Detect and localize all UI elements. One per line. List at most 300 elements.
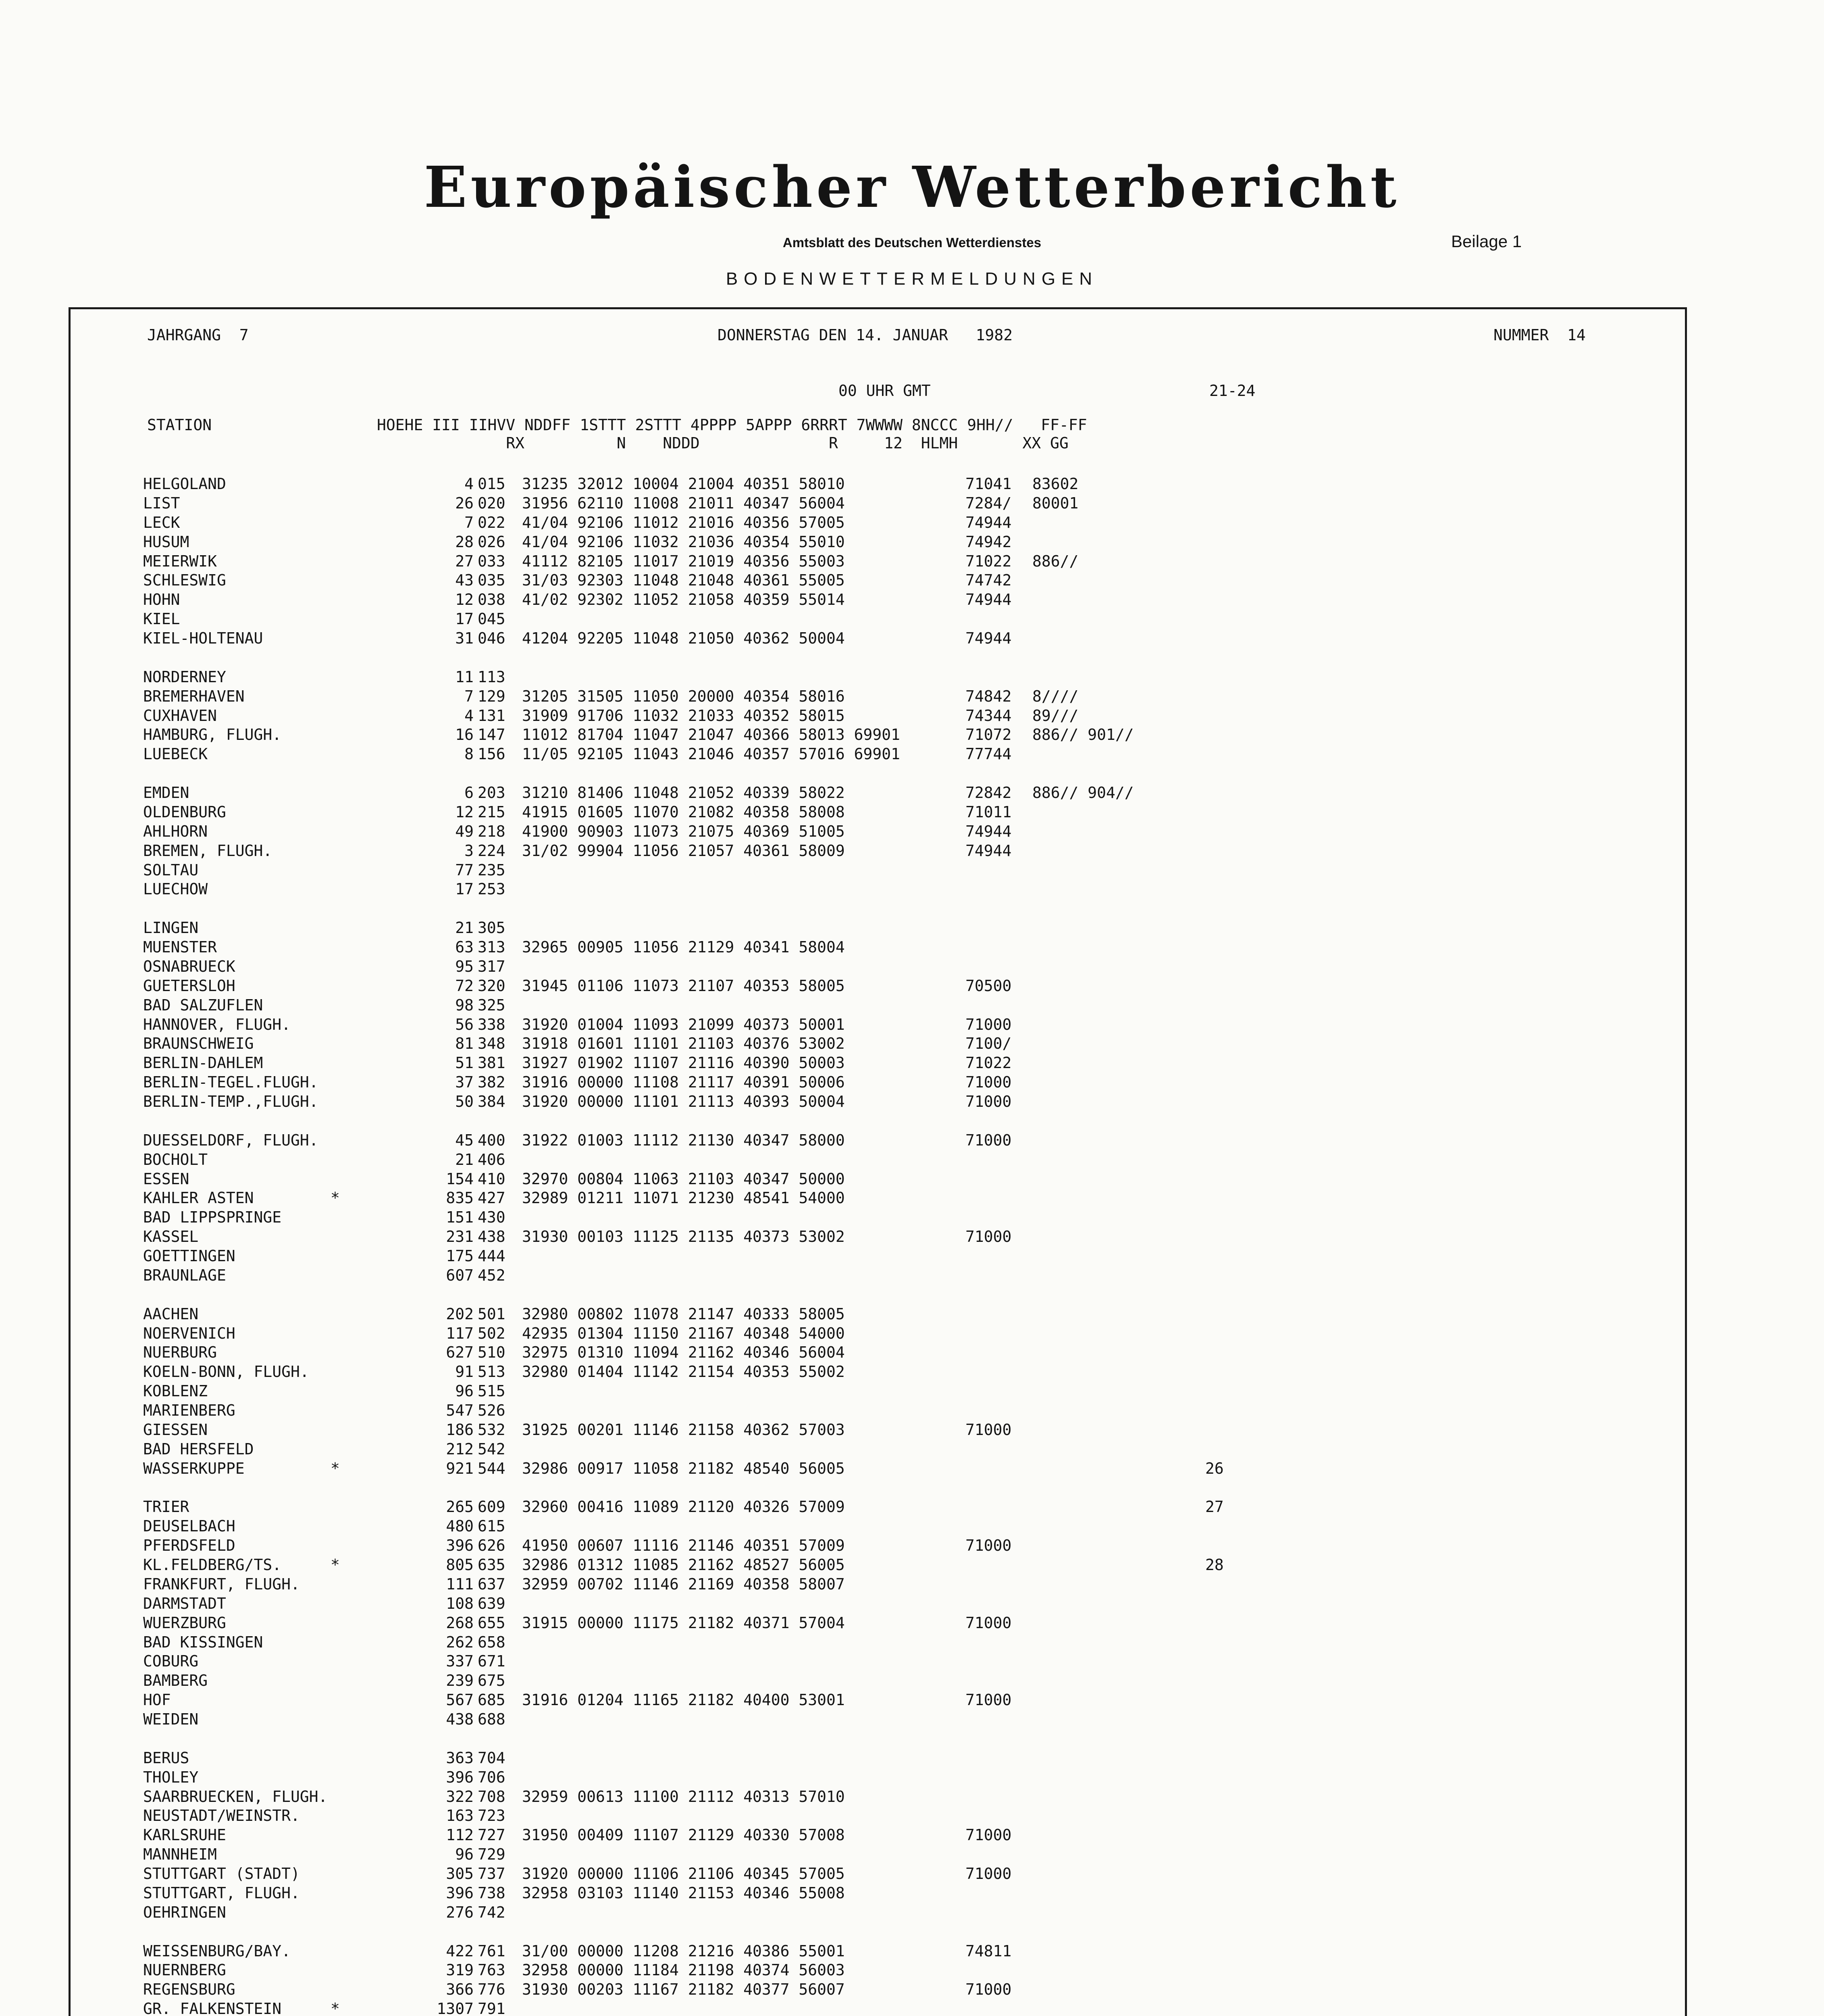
table-row: [71, 1170, 1685, 1189]
synop-codes: 31210 81406 11048 21052 40339 58022: [522, 784, 845, 802]
station-height: 43: [455, 571, 474, 589]
table-row: [71, 533, 1685, 552]
station-height: 17: [455, 610, 474, 628]
table-row: [71, 1247, 1685, 1266]
station-index: 400: [478, 1131, 505, 1149]
station-name: DUESSELDORF, FLUGH.: [143, 1131, 318, 1149]
station-name: CUXHAVEN: [143, 706, 217, 725]
station-name: BAD SALZUFLEN: [143, 996, 263, 1014]
station-index: 410: [478, 1170, 505, 1188]
report-title: Europäischer Wetterbericht: [424, 154, 1400, 221]
station-index: 020: [478, 494, 505, 512]
table-row: [71, 552, 1685, 571]
group-separator: [71, 1479, 1685, 1498]
table-row: [71, 938, 1685, 957]
cloud-group: 89///: [1032, 706, 1079, 725]
synop-codes: 32970 00804 11063 21103 40347 50000: [522, 1170, 845, 1188]
station-height: 276: [446, 1903, 474, 1921]
station-height: 21: [455, 1150, 474, 1168]
station-height: 7: [464, 687, 474, 705]
observation-time: 00 UHR GMT: [838, 382, 931, 400]
station-height: 262: [446, 1633, 474, 1651]
synop-codes: 42935 01304 11150 21167 40348 54000: [522, 1324, 845, 1342]
table-row: [71, 1806, 1685, 1826]
station-height: 322: [446, 1787, 474, 1806]
station-height: 17: [455, 880, 474, 898]
station-height: 12: [455, 803, 474, 821]
station-height: 72: [455, 977, 474, 995]
station-name: BERUS: [143, 1749, 189, 1767]
weather-group: 71000: [965, 1073, 1012, 1091]
weather-group: 71000: [965, 1614, 1012, 1632]
weather-group: 74944: [965, 513, 1012, 531]
table-row: [71, 1787, 1685, 1807]
gust-group: 27: [1205, 1498, 1224, 1516]
table-row: [71, 1961, 1685, 1980]
station-index: 637: [478, 1575, 505, 1593]
synop-codes: 31915 00000 11175 21182 40371 57004: [522, 1614, 845, 1632]
table-row: [71, 687, 1685, 706]
mountain-marker: *: [331, 2000, 340, 2016]
group-separator: [71, 1922, 1685, 1942]
station-name: BERLIN-DAHLEM: [143, 1054, 263, 1072]
table-row: [71, 1150, 1685, 1170]
station-height: 337: [446, 1652, 474, 1670]
station-name: GOETTINGEN: [143, 1247, 235, 1265]
station-height: 45: [455, 1131, 474, 1149]
weather-group: 71041: [965, 475, 1012, 493]
group-separator: [71, 1285, 1685, 1305]
table-row: [71, 1749, 1685, 1768]
table-row: [71, 841, 1685, 861]
station-index: 742: [478, 1903, 505, 1921]
station-index: 635: [478, 1556, 505, 1574]
station-name: KASSEL: [143, 1228, 199, 1246]
station-height: 112: [446, 1826, 474, 1844]
station-column-header: STATION: [147, 416, 212, 434]
station-index: 444: [478, 1247, 505, 1265]
station-index: 430: [478, 1208, 505, 1227]
station-index: 045: [478, 610, 505, 628]
station-name: WASSERKUPPE: [143, 1459, 245, 1477]
table-row: [71, 1266, 1685, 1285]
station-name: HAMBURG, FLUGH.: [143, 726, 282, 744]
mountain-marker: *: [331, 1189, 340, 1207]
synop-codes: 31/02 99904 11056 21057 40361 58009: [522, 841, 845, 860]
station-height: 305: [446, 1865, 474, 1883]
station-index: 305: [478, 919, 505, 937]
station-name: NEUSTADT/WEINSTR.: [143, 1807, 300, 1825]
station-name: WUERZBURG: [143, 1614, 226, 1632]
station-height: 396: [446, 1768, 474, 1786]
station-index: 317: [478, 957, 505, 975]
table-row: [71, 1440, 1685, 1459]
station-index: 131: [478, 706, 505, 725]
station-height: 422: [446, 1942, 474, 1960]
mountain-marker: *: [331, 1556, 340, 1574]
cloud-group: 886// 901//: [1032, 726, 1134, 744]
station-height: 77: [455, 861, 474, 879]
table-row: [71, 1305, 1685, 1324]
station-name: SOLTAU: [143, 861, 199, 879]
table-row: [71, 1691, 1685, 1710]
synop-codes: 41915 01605 11070 21082 40358 58008: [522, 803, 845, 821]
station-name: HANNOVER, FLUGH.: [143, 1015, 291, 1033]
station-height: 6: [464, 784, 474, 802]
table-row: [71, 1054, 1685, 1073]
table-row: [71, 1034, 1685, 1054]
station-height: 27: [455, 552, 474, 570]
station-height: 175: [446, 1247, 474, 1265]
table-row: [71, 1633, 1685, 1652]
station-index: 737: [478, 1865, 505, 1883]
table-row: [71, 1382, 1685, 1401]
table-row: [71, 1362, 1685, 1382]
weather-group: 71000: [965, 1691, 1012, 1709]
station-height: 231: [446, 1228, 474, 1246]
cloud-group: 83602: [1032, 475, 1079, 493]
table-row: [71, 1671, 1685, 1691]
station-name: MUENSTER: [143, 938, 217, 956]
station-height: 96: [455, 1845, 474, 1864]
station-index: 658: [478, 1633, 505, 1651]
station-index: 688: [478, 1710, 505, 1728]
station-height: 835: [446, 1189, 474, 1207]
synop-codes: 31909 91706 11032 21033 40352 58015: [522, 706, 845, 725]
table-row: [71, 1459, 1685, 1479]
table-row: [71, 1575, 1685, 1594]
table-row: [71, 1884, 1685, 1903]
weather-group: 71000: [965, 1228, 1012, 1246]
station-height: 31: [455, 629, 474, 647]
synop-codes: 11/05 92105 11043 21046 40357 57016 69901: [522, 745, 900, 763]
station-name: BAMBERG: [143, 1672, 208, 1690]
station-index: 723: [478, 1807, 505, 1825]
station-index: 452: [478, 1266, 505, 1284]
synop-codes: 31916 00000 11108 21117 40391 50006: [522, 1073, 845, 1091]
jahrgang-label: JAHRGANG 7: [147, 326, 249, 344]
station-height: 627: [446, 1343, 474, 1362]
table-row: [71, 1073, 1685, 1092]
table-row: [71, 822, 1685, 841]
issue-date: DONNERSTAG DEN 14. JANUAR 1982: [718, 326, 1013, 344]
station-index: 515: [478, 1382, 505, 1400]
synop-codes: 31925 00201 11146 21158 40362 57003: [522, 1420, 845, 1439]
station-index: 253: [478, 880, 505, 898]
synop-codes: 32975 01310 11094 21162 40346 56004: [522, 1343, 845, 1362]
station-height: 117: [446, 1324, 474, 1342]
station-name: KIEL-HOLTENAU: [143, 629, 263, 647]
station-name: SAARBRUECKEN, FLUGH.: [143, 1787, 328, 1806]
synop-codes: 31956 62110 11008 21011 40347 56004: [522, 494, 845, 512]
group-separator: [71, 648, 1685, 668]
station-index: 427: [478, 1189, 505, 1207]
station-index: 338: [478, 1015, 505, 1033]
station-index: 384: [478, 1093, 505, 1110]
station-height: 50: [455, 1093, 474, 1110]
station-height: 239: [446, 1672, 474, 1690]
station-name: OLDENBURG: [143, 803, 226, 821]
station-index: 544: [478, 1459, 505, 1477]
table-row: [71, 1710, 1685, 1729]
station-name: MEIERWIK: [143, 552, 217, 570]
station-name: KOELN-BONN, FLUGH.: [143, 1363, 309, 1381]
table-row: [71, 706, 1685, 726]
synop-codes: 32959 00702 11146 21169 40358 58007: [522, 1575, 845, 1593]
table-row: [71, 590, 1685, 610]
station-name: MANNHEIM: [143, 1845, 217, 1864]
synop-codes: 31922 01003 11112 21130 40347 58000: [522, 1131, 845, 1149]
table-row: [71, 1980, 1685, 1999]
station-height: 212: [446, 1440, 474, 1458]
synop-codes: 11012 81704 11047 21047 40366 58013 69901: [522, 726, 900, 744]
station-height: 28: [455, 533, 474, 551]
weather-group: 74344: [965, 706, 1012, 725]
station-height: 3: [464, 841, 474, 860]
station-index: 532: [478, 1420, 505, 1439]
station-height: 567: [446, 1691, 474, 1709]
weather-group: 74842: [965, 687, 1012, 705]
station-index: 685: [478, 1691, 505, 1709]
station-name: THOLEY: [143, 1768, 199, 1786]
station-index: 438: [478, 1228, 505, 1246]
table-row: [71, 861, 1685, 880]
table-row: [71, 1420, 1685, 1440]
station-height: 56: [455, 1015, 474, 1033]
table-row: [71, 1131, 1685, 1150]
weather-group: 71000: [965, 1015, 1012, 1033]
group-separator: [71, 1729, 1685, 1749]
station-height: 12: [455, 591, 474, 609]
station-name: HUSUM: [143, 533, 189, 551]
station-name: OEHRINGEN: [143, 1903, 226, 1921]
station-name: LIST: [143, 494, 180, 512]
station-name: BREMERHAVEN: [143, 687, 245, 705]
station-index: 022: [478, 513, 505, 531]
synop-codes: 31950 00409 11107 21129 40330 57008: [522, 1826, 845, 1844]
synop-codes: 31920 01004 11093 21099 40373 50001: [522, 1015, 845, 1033]
synop-codes: 31930 00103 11125 21135 40373 53002: [522, 1228, 845, 1246]
station-name: LINGEN: [143, 919, 199, 937]
weather-group: 71000: [965, 1537, 1012, 1555]
synop-codes: 41/04 92106 11032 21036 40354 55010: [522, 533, 845, 551]
weather-group: 71022: [965, 1054, 1012, 1072]
table-row: [71, 1768, 1685, 1787]
group-separator: [71, 764, 1685, 783]
station-index: 129: [478, 687, 505, 705]
station-index: 502: [478, 1324, 505, 1342]
station-height: 396: [446, 1537, 474, 1555]
table-row: [71, 1227, 1685, 1247]
station-name: NUERBURG: [143, 1343, 217, 1362]
station-height: 95: [455, 957, 474, 975]
table-row: [71, 1826, 1685, 1845]
station-name: BERLIN-TEMP.,FLUGH.: [143, 1093, 318, 1110]
synop-codes: 41204 92205 11048 21050 40362 50004: [522, 629, 845, 647]
station-name: KARLSRUHE: [143, 1826, 226, 1844]
station-name: DARMSTADT: [143, 1594, 226, 1612]
station-name: EMDEN: [143, 784, 189, 802]
station-height: 8: [464, 745, 474, 763]
station-name: HOHN: [143, 591, 180, 609]
station-name: ESSEN: [143, 1170, 189, 1188]
station-index: 033: [478, 552, 505, 570]
station-name: COBURG: [143, 1652, 199, 1670]
station-name: KOBLENZ: [143, 1382, 208, 1400]
table-row: [71, 1614, 1685, 1633]
weather-group: 71022: [965, 552, 1012, 570]
table-row: [71, 571, 1685, 590]
weather-group: 74942: [965, 533, 1012, 551]
station-height: 480: [446, 1517, 474, 1535]
station-index: 738: [478, 1884, 505, 1902]
cloud-group: 80001: [1032, 494, 1079, 512]
synop-codes: 31920 00000 11106 21106 40345 57005: [522, 1865, 845, 1883]
table-row: [71, 610, 1685, 629]
table-row: [71, 1401, 1685, 1420]
station-height: 151: [446, 1208, 474, 1227]
synop-codes: 31945 01106 11073 21107 40353 58005: [522, 977, 845, 995]
station-height: 396: [446, 1884, 474, 1902]
station-height: 21: [455, 919, 474, 937]
synop-codes: 41/02 92302 11052 21058 40359 55014: [522, 591, 845, 609]
synop-codes: 32958 03103 11140 21153 40346 55008: [522, 1884, 845, 1902]
station-name: BRAUNSCHWEIG: [143, 1035, 254, 1053]
station-index: 381: [478, 1054, 505, 1072]
station-index: 382: [478, 1073, 505, 1091]
synop-codes: 32986 01312 11085 21162 48527 56005: [522, 1556, 845, 1574]
station-index: 791: [478, 2000, 505, 2016]
station-name: AHLHORN: [143, 822, 208, 840]
station-height: 16: [455, 726, 474, 744]
station-height: 26: [455, 494, 474, 512]
station-height: 319: [446, 1961, 474, 1979]
table-row: [71, 783, 1685, 803]
table-row: [71, 1517, 1685, 1536]
weather-group: 77744: [965, 745, 1012, 763]
table-row: [71, 1497, 1685, 1517]
synop-codes: 32980 00802 11078 21147 40333 58005: [522, 1305, 845, 1323]
station-name: BERLIN-TEGEL.FLUGH.: [143, 1073, 318, 1091]
station-index: 615: [478, 1517, 505, 1535]
weather-group: 71000: [965, 1865, 1012, 1883]
synop-codes: 31/03 92303 11048 21048 40361 55005: [522, 571, 845, 589]
station-name: GR. FALKENSTEIN: [143, 2000, 282, 2016]
station-name: LUEBECK: [143, 745, 208, 763]
weather-group: 71000: [965, 1093, 1012, 1110]
report-subtitle: Amtsblatt des Deutschen Wetterdienstes: [782, 235, 1042, 250]
station-index: 706: [478, 1768, 505, 1786]
table-row: [71, 475, 1685, 494]
station-height: 111: [446, 1575, 474, 1593]
station-height: 366: [446, 1981, 474, 1999]
station-height: 11: [455, 668, 474, 686]
station-height: 154: [446, 1170, 474, 1188]
beilage-label: Beilage 1: [1451, 232, 1522, 251]
synop-codes: 32980 01404 11142 21154 40353 55002: [522, 1363, 845, 1381]
group-separator: [71, 1112, 1685, 1131]
station-name: FRANKFURT, FLUGH.: [143, 1575, 300, 1593]
table-row: [71, 977, 1685, 996]
table-row: [71, 668, 1685, 687]
synop-codes: 31/00 00000 11208 21216 40386 55001: [522, 1942, 845, 1960]
station-name: SCHLESWIG: [143, 571, 226, 589]
gust-group: 26: [1205, 1459, 1224, 1477]
station-index: 513: [478, 1363, 505, 1381]
synop-codes: 41900 90903 11073 21075 40369 51005: [522, 822, 845, 840]
station-name: OSNABRUECK: [143, 957, 235, 975]
weather-group: 74944: [965, 822, 1012, 840]
weather-group: 72842: [965, 784, 1012, 802]
weather-group: 7100/: [965, 1035, 1012, 1053]
station-name: STUTTGART (STADT): [143, 1865, 300, 1883]
gust-group: 28: [1205, 1556, 1224, 1574]
synop-codes: 32986 00917 11058 21182 48540 56005: [522, 1459, 845, 1477]
station-index: 235: [478, 861, 505, 879]
section-heading: BODENWETTERMELDUNGEN: [726, 269, 1098, 289]
weather-group: 74811: [965, 1942, 1012, 1960]
weather-group: 71000: [965, 1131, 1012, 1149]
weather-group: 7284/: [965, 494, 1012, 512]
station-index: 224: [478, 841, 505, 860]
station-name: WEISSENBURG/BAY.: [143, 1942, 291, 1960]
station-index: 218: [478, 822, 505, 840]
station-height: 4: [464, 475, 474, 493]
station-index: 510: [478, 1343, 505, 1362]
synop-codes: 32958 00000 11184 21198 40374 56003: [522, 1961, 845, 1979]
station-height: 438: [446, 1710, 474, 1728]
station-name: KL.FELDBERG/TS.: [143, 1556, 282, 1574]
station-name: KIEL: [143, 610, 180, 628]
station-index: 729: [478, 1845, 505, 1864]
weather-group: 71000: [965, 1826, 1012, 1844]
synop-codes: 32959 00613 11100 21112 40313 57010: [522, 1787, 845, 1806]
station-index: 026: [478, 533, 505, 551]
station-index: 655: [478, 1614, 505, 1632]
station-name: MARIENBERG: [143, 1402, 235, 1419]
group-separator: [71, 899, 1685, 918]
table-row: [71, 1594, 1685, 1614]
synop-codes: 41112 82105 11017 21019 40356 55003: [522, 552, 845, 570]
station-name: BRAUNLAGE: [143, 1266, 226, 1284]
station-index: 215: [478, 803, 505, 821]
station-name: BAD KISSINGEN: [143, 1633, 263, 1651]
data-table-frame: [69, 307, 1687, 2016]
station-height: 91: [455, 1363, 474, 1381]
table-row: [71, 996, 1685, 1015]
station-name: DEUSELBACH: [143, 1517, 235, 1535]
synop-codes: 31916 01204 11165 21182 40400 53001: [522, 1691, 845, 1709]
station-index: 035: [478, 571, 505, 589]
station-name: KAHLER ASTEN: [143, 1189, 254, 1207]
table-row: [71, 1324, 1685, 1343]
station-name: NUERNBERG: [143, 1961, 226, 1979]
station-name: STUTTGART, FLUGH.: [143, 1884, 300, 1902]
station-name: TRIER: [143, 1498, 189, 1516]
station-index: 320: [478, 977, 505, 995]
station-index: 313: [478, 938, 505, 956]
synop-codes: 31920 00000 11101 21113 40393 50004: [522, 1093, 845, 1110]
station-height: 98: [455, 996, 474, 1014]
weather-group: 71000: [965, 1981, 1012, 1999]
station-index: 675: [478, 1672, 505, 1690]
station-index: 038: [478, 591, 505, 609]
station-rows: [71, 475, 1685, 2016]
station-name: LUECHOW: [143, 880, 208, 898]
station-height: 265: [446, 1498, 474, 1516]
table-row: [71, 1536, 1685, 1556]
table-row: [71, 1999, 1685, 2016]
